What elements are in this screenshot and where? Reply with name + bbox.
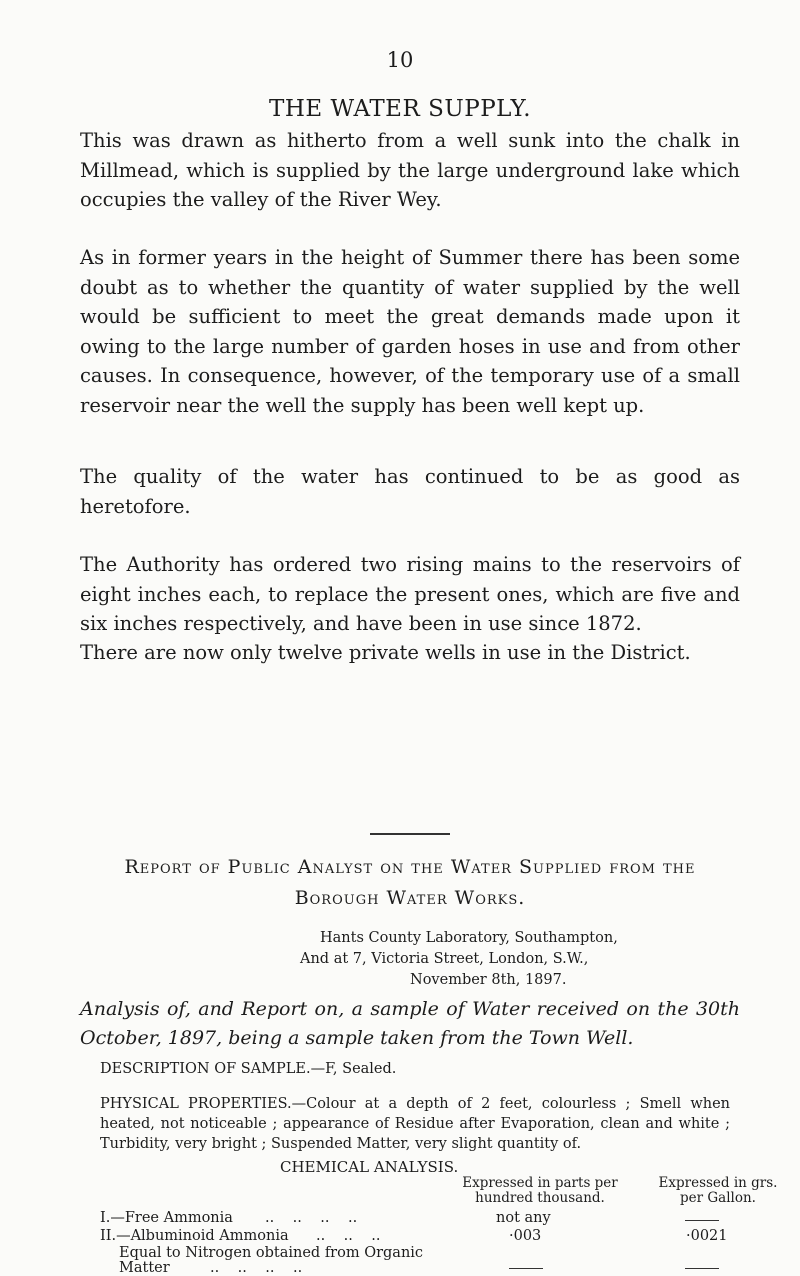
row-matter-label: Matter	[119, 1260, 170, 1276]
row-albuminoid-leaders: .. .. ..	[316, 1228, 381, 1244]
address-line-1: Hants County Laboratory, Southampton,	[320, 930, 618, 946]
row-free-ammonia-value: not any	[496, 1210, 551, 1226]
page-title: THE WATER SUPPLY.	[268, 96, 532, 122]
paragraph-1: This was drawn as hitherto from a well sunk into the chalk in Millmead, which is supplied by the large underground lake which occupies the valley of the River Wey.	[80, 129, 740, 211]
physical-properties: PHYSICAL PROPERTIES.—Colour at a depth of 2 feet, colourless ; Smell when heated, not noticeable ; appearance of Residue after Evaporation, clean and white ; Turbidity, very bright ; Suspended Matter, very slight quantity of.	[100, 1096, 730, 1152]
address-date: November 8th, 1897.	[410, 972, 567, 988]
paragraph-3: The quality of the water has continued to be as good as heretofore.	[80, 465, 740, 518]
sample-description: DESCRIPTION OF SAMPLE.—F, Sealed.	[100, 1061, 397, 1077]
address-line-2: And at 7, Victoria Street, London, S.W.,	[300, 951, 589, 967]
row-free-ammonia-dash	[685, 1220, 719, 1221]
column-header-parts-l2: hundred thousand.	[475, 1190, 605, 1206]
column-header-grains-l1: Expressed in grs.	[658, 1175, 778, 1191]
row-matter-dash-1	[509, 1268, 543, 1269]
row-free-ammonia-label: I.—Free Ammonia	[100, 1210, 233, 1226]
row-albuminoid-value-1: ·003	[509, 1228, 542, 1244]
row-matter-dash-2	[685, 1268, 719, 1269]
chemical-analysis-heading: CHEMICAL ANALYSIS.	[280, 1158, 459, 1176]
paragraph-2: As in former years in the height of Summer there has been some doubt as to whether the quantity of water supplied by the well would be sufficient to meet the great demands made upon it owing to the large number of garden hoses in use and from other causes. In consequence, however, of the temporary use of a small reservoir near the well the supply has been well kept up.	[80, 246, 740, 417]
analysis-intro: Analysis of, and Report on, a sample of Water received on the 30th October, 1897, being a sample taken from the Town Well.	[80, 998, 740, 1049]
column-header-grains	[648, 1176, 788, 1206]
paragraph-4: The Authority has ordered two rising mains to the reservoirs of eight inches each, to replace the present ones, which are five and six inches respectively, and have been in use since 1872.	[80, 553, 740, 635]
row-albuminoid-label: II.—Albuminoid Ammonia	[100, 1228, 289, 1244]
report-heading-line1: Report of Public Analyst on the Water Supplied from the	[124, 856, 696, 878]
column-header-parts	[445, 1176, 635, 1206]
row-albuminoid-value-2: ·0021	[686, 1228, 728, 1244]
paragraph-5: There are now only twelve private wells in use in the District.	[80, 641, 691, 664]
report-heading-line2: Borough Water Works.	[294, 887, 526, 909]
column-header-grains-l2: per Gallon.	[680, 1190, 756, 1206]
section-divider	[370, 833, 450, 835]
row-nitrogen-label: Equal to Nitrogen obtained from Organic	[119, 1245, 424, 1261]
column-header-parts-l1: Expressed in parts per	[462, 1175, 618, 1191]
row-free-ammonia-leaders: .. .. .. ..	[265, 1210, 358, 1226]
page-number: 10	[386, 48, 414, 72]
row-matter-leaders: .. .. .. ..	[210, 1260, 303, 1276]
